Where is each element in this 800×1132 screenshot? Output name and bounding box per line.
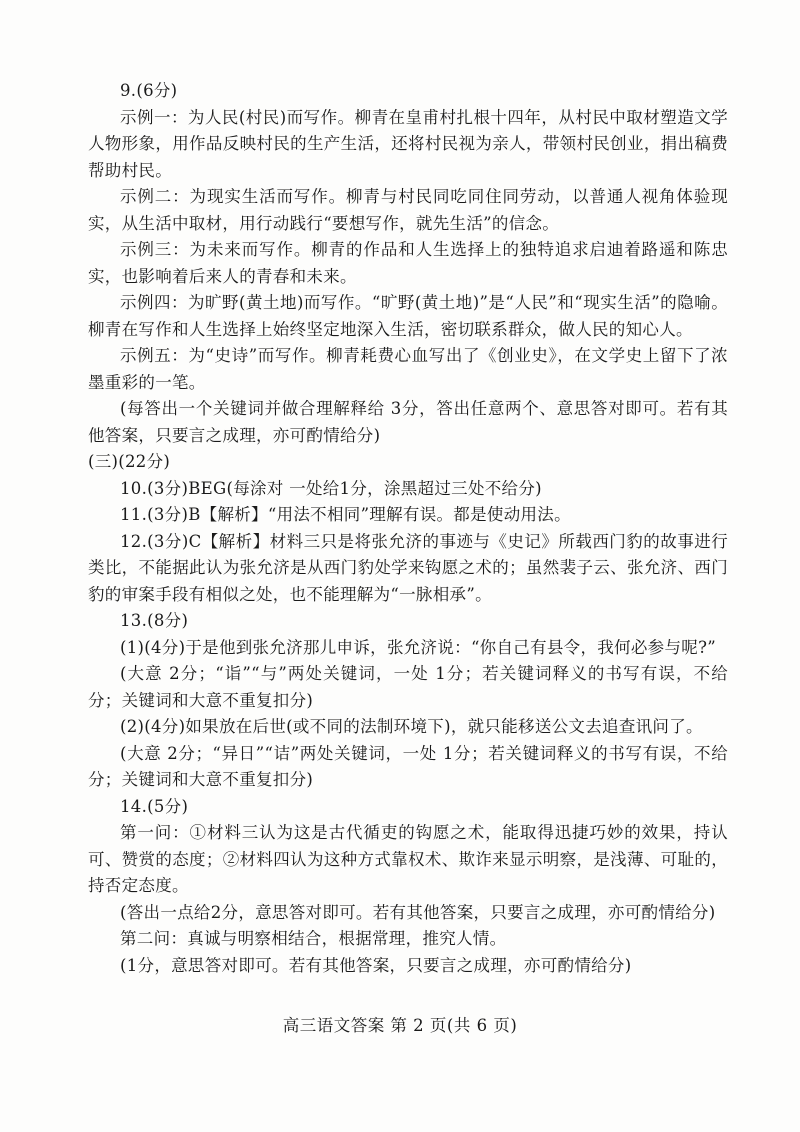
q14-second-question: 第二问：真诚与明察相结合，根据常理，推究人情。 bbox=[120, 929, 507, 948]
q14-first-question: 第一问：①材料三认为这是古代循吏的钩愿之术，能取得迅捷巧妙的效果，持认可、赞赏的态度；②材料四认为这种方式靠权术、欺诈来显示明察，是浅薄、可耻的，持否定态度。 bbox=[88, 823, 728, 895]
q14-heading: 14.(5分) bbox=[120, 796, 189, 816]
q9-example-1: 示例一：为人民(村民)而写作。柳青在皇甫村扎根十四年，从村民中取材塑造文学人物形象，用作品反映村民的生产生活，还将村民视为亲人，带领村民创业，捐出稿费帮助村民。 bbox=[88, 107, 728, 180]
q12-answer: 12.(3分)C【解析】材料三只是将张允济的事迹与《史记》所载西门豹的故事进行类比，不能据此认为张允济是从西门豹处学来钩愿之术的；虽然裴子云、张允济、西门豹的审案手段有相似之处，也不能理解为“一脉相承”。 bbox=[88, 531, 728, 604]
q14-second-scoring: (1分，意思答对即可。若有其他答案，只要言之成理，亦可酌情给分) bbox=[120, 955, 632, 975]
q13-heading: 13.(8分) bbox=[120, 611, 189, 630]
answer-content bbox=[88, 78, 728, 979]
q9-example-3: 示例三：为未来而写作。柳青的作品和人生选择上的独特追求启迪着路遥和陈忠实，也影响着后来人的青春和未来。 bbox=[88, 240, 728, 286]
q13-part-2: (2)(4分)如果放在后世(或不同的法制环境下)，就只能移送公文去追查讯问了。 bbox=[120, 717, 703, 736]
q14-first-scoring: (答出一点给2分，意思答对即可。若有其他答案，只要言之成理，亦可酌情给分) bbox=[120, 902, 716, 922]
q9-example-4: 示例四：为旷野(黄土地)而写作。“旷野(黄土地)”是“人民”和“现实生活”的隐喻。柳青在写作和人生选择上始终坚定地深入生活，密切联系群众，做人民的知心人。 bbox=[88, 293, 728, 339]
q9-scoring-note: (每答出一个关键词并做合理解释给 3分，答出任意两个、意思答对即可。若有其他答案，只要言之成理，亦可酌情给分) bbox=[88, 399, 728, 445]
q13-part-2-scoring: (大意 2分；“异日”“诘”两处关键词，一处 1分；若关键词释义的书写有误，不给分；关键词和大意不重复扣分) bbox=[88, 743, 728, 789]
page-footer: 高三语文答案 第 2 页(共 6 页) bbox=[282, 1016, 518, 1035]
q11-answer: 11.(3分)B【解析】“用法不相同”理解有误。都是使动用法。 bbox=[120, 505, 571, 524]
q13-part-1: (1)(4分)于是他到张允济那儿申诉，张允济说：“你自己有县令，我何必参与呢?” bbox=[120, 637, 716, 657]
q9-heading: 9.(6分) bbox=[120, 81, 178, 100]
q9-example-5: 示例五：为“史诗”而写作。柳青耗费心血写出了《创业史》，在文学史上留下了浓墨重彩的一笔。 bbox=[88, 346, 728, 392]
q13-part-1-scoring: (大意 2分；“诣”“与”两处关键词，一处 1分；若关键词释义的书写有误，不给分；关键词和大意不重复扣分) bbox=[88, 664, 728, 710]
section-3-heading: (三)(22分) bbox=[88, 452, 171, 471]
q9-example-2: 示例二：为现实生活而写作。柳青与村民同吃同住同劳动，以普通人视角体验现实，从生活中取材，用行动践行“要想写作，就先生活”的信念。 bbox=[88, 187, 728, 233]
q10-answer: 10.(3分)BEG(每涂对 一处给1分，涂黑超过三处不给分) bbox=[120, 478, 542, 498]
